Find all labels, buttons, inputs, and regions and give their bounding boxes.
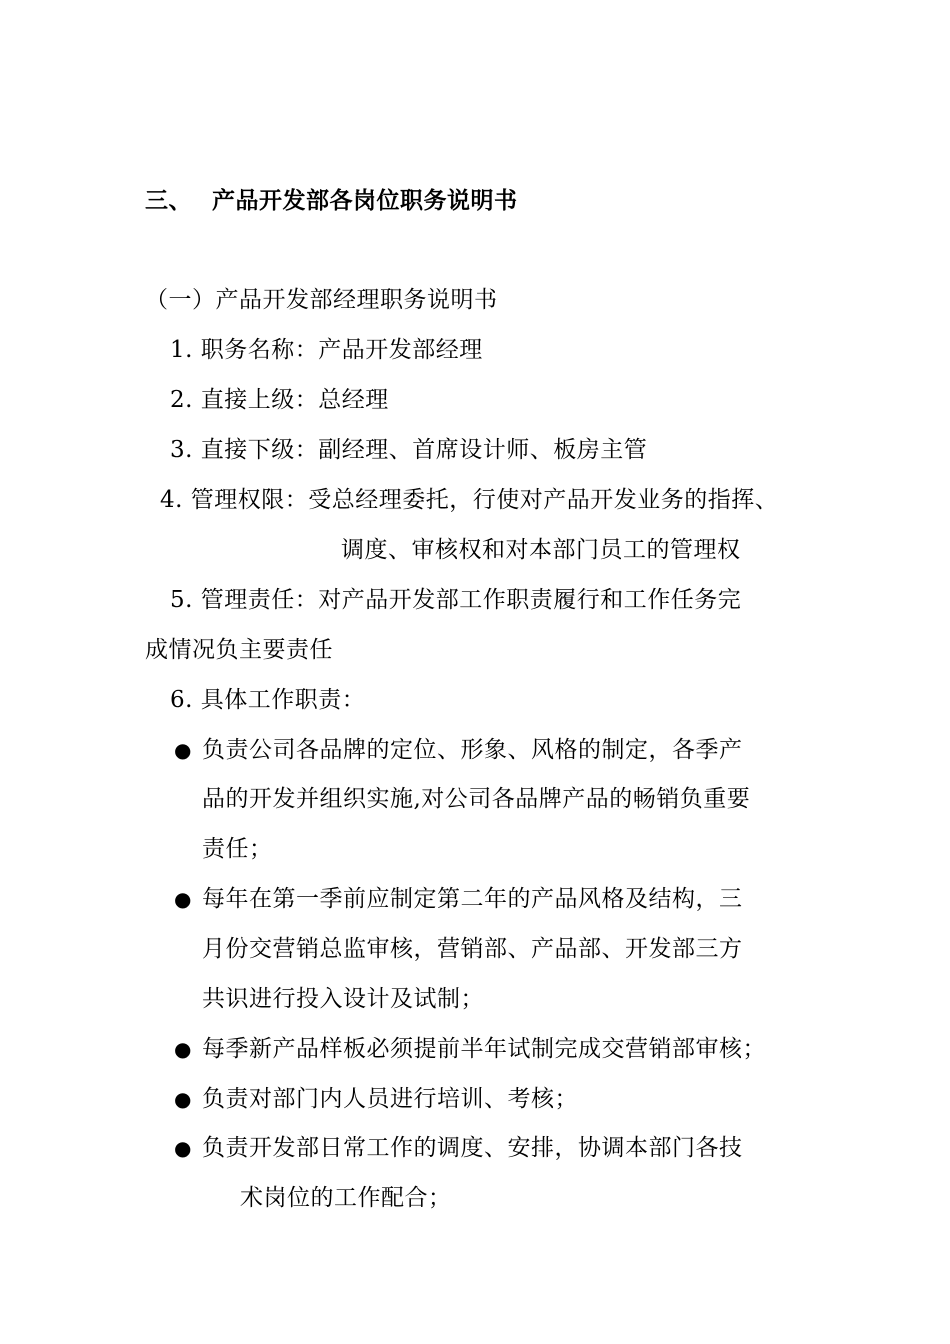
subsection-title: （一）产品开发部经理职务说明书 [145, 287, 498, 313]
bullet-icon: ● [174, 887, 192, 911]
duty-5-line1: 负责开发部日常工作的调度、安排，协调本部门各技 [202, 1135, 743, 1161]
item-responsibility-line1: 5. 管理责任：对产品开发部工作职责履行和工作任务完 [170, 587, 742, 613]
bullet-icon: ● [174, 738, 192, 762]
duty-1-line3: 责任； [202, 836, 273, 862]
item-direct-subordinates: 3. 直接下级：副经理、首席设计师、板房主管 [170, 437, 648, 463]
duty-1-line2: 品的开发并组织实施,对公司各品牌产品的畅销负重要 [202, 786, 751, 812]
duty-3: 每季新产品样板必须提前半年试制完成交营销部审核； [202, 1036, 766, 1062]
duty-2-line3: 共识进行投入设计及试制； [202, 986, 484, 1012]
duty-1-line1: 负责公司各品牌的定位、形象、风格的制定，各季产 [202, 737, 743, 763]
bullet-icon: ● [174, 1087, 192, 1111]
duty-2-line1: 每年在第一季前应制定第二年的产品风格及结构，三 [202, 886, 743, 912]
item-specific-duties: 6. 具体工作职责： [170, 687, 366, 713]
duty-2-line2: 月份交营销总监审核，营销部、产品部、开发部三方 [202, 936, 743, 962]
section-number: 三、 [145, 188, 192, 214]
bullet-icon: ● [174, 1136, 192, 1160]
item-authority-line1: 4. 管理权限：受总经理委托，行使对产品开发业务的指挥、 [160, 487, 779, 513]
item-authority-line2: 调度、审核权和对本部门员工的管理权 [341, 537, 741, 563]
section-title: 产品开发部各岗位职务说明书 [212, 188, 518, 214]
item-responsibility-line2: 成情况负主要责任 [145, 637, 333, 663]
duty-5-line2: 术岗位的工作配合； [240, 1185, 452, 1211]
item-direct-superior: 2. 直接上级：总经理 [170, 387, 389, 413]
item-job-title: 1. 职务名称：产品开发部经理 [170, 337, 483, 363]
bullet-icon: ● [174, 1037, 192, 1061]
duty-4: 负责对部门内人员进行培训、考核； [202, 1086, 578, 1112]
